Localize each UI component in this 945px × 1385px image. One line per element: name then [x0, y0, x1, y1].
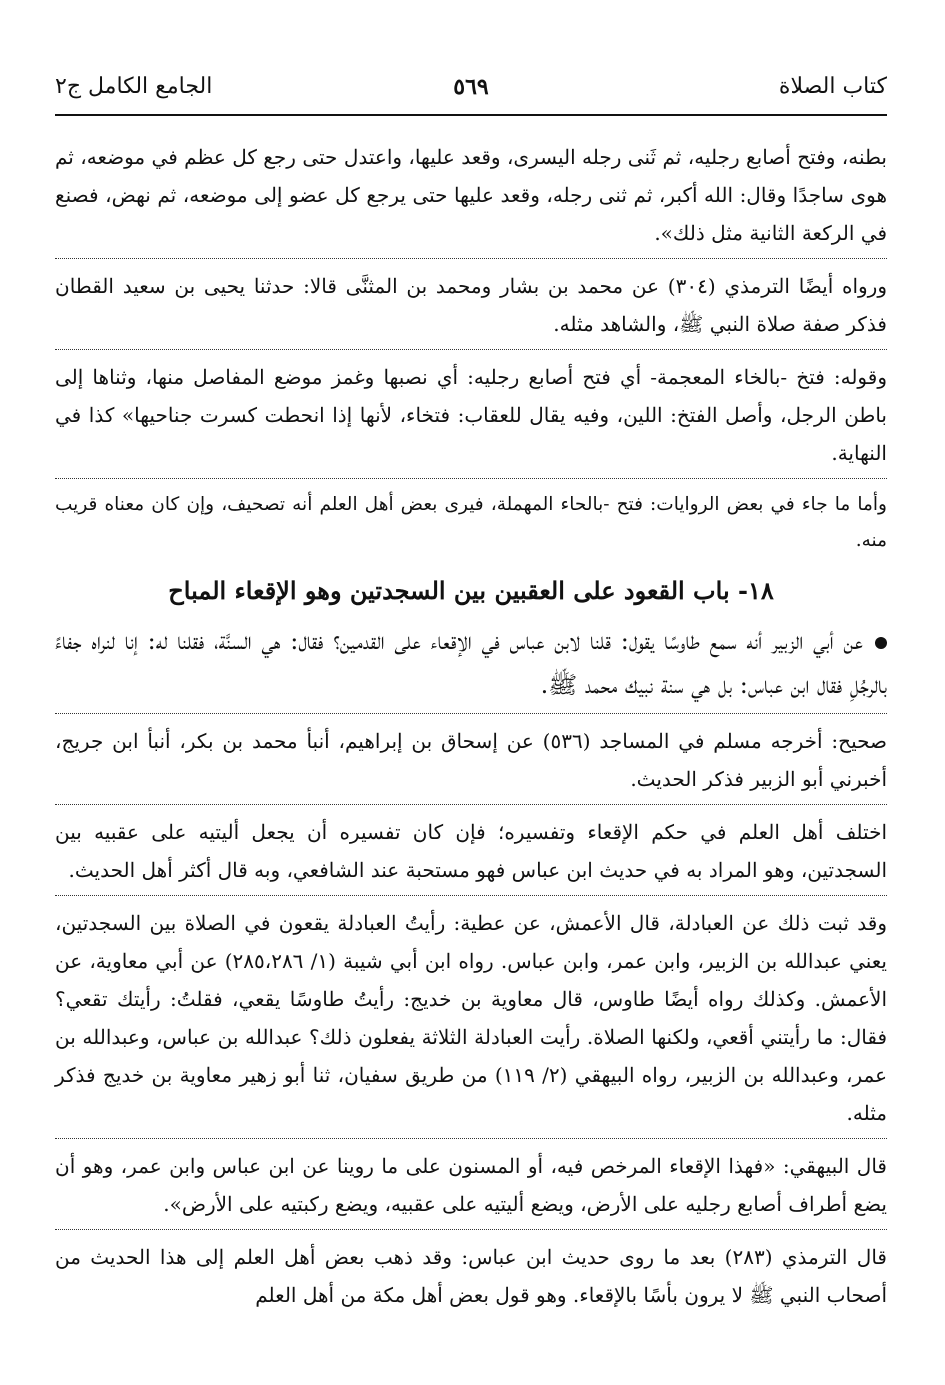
- paragraph-separator: [55, 804, 887, 805]
- text-paragraph: اختلف أهل العلم في حكم الإقعاء وتفسيره؛ فإن كان تفسيره أن يجعل أليتيه على عقبيه بين السجدتين، وهو المراد به في حديث ابن عباس فهو مستحبة عند الشافعي، وبه قال أكثر أهل الحديث.: [55, 820, 888, 882]
- bullet-icon: [875, 637, 887, 649]
- chapter-title: ١٨- باب القعود على العقبين بين السجدتين وهو الإقعاء المباح: [168, 576, 774, 605]
- chapter-running-head: كتاب الصلاة: [778, 74, 887, 99]
- paragraph-separator: [55, 478, 887, 479]
- text-paragraph: وقد ثبت ذلك عن العبادلة، قال الأعمش، عن عطية: رأيتُ العبادلة يقعون في الصلاة بين السجدتين، يعني عبدالله بن الزبير، وابن عمر، وابن عباس. رواه ابن أبي شيبة (١/ ٢٨٥،٢٨٦) عن أبي معاوية، عن الأعمش. وكذلك رواه أيضًا طاوس، قال معاوية بن خديج: رأيتُ طاوسًا يقعي، فقلتُ: رأيتك تقعي؟ فقال: ما رأيتني أقعي، ولكنها الصلاة. رأيت العبادلة الثلاثة يفعلون ذلك؟ عبدالله بن عباس، وعبدالله بن عمر، وعبدالله بن الزبير، رواه البيهقي (٢/ ١١٩) من طريق سفيان، ثنا أبو زهير معاوية بن خديج فذكر مثله.: [55, 911, 888, 1125]
- book-running-head: الجامع الكامل ج٢: [55, 74, 213, 99]
- paragraph-separator: [55, 713, 887, 714]
- paragraph-separator: [55, 1138, 887, 1139]
- paragraph-separator: [55, 258, 887, 259]
- text-paragraph: قال الترمذي (٢٨٣) بعد ما روى حديث ابن عباس: وقد ذهب بعض أهل العلم إلى هذا الحديث من أصحاب النبي ﷺ لا يرون بأسًا بالإقعاء. وهو قول بعض أهل مكة من أهل العلم: [55, 1245, 887, 1307]
- hadith-body: عن أبي الزبير أنه سمع طاوسًا يقول: قلنا لابن عباس في الإقعاء على القدمين؟ فقال: هي السنَّة، فقلنا له: إنا لنراه جفاءً بالرجُلِ فقال ابن عباس: بل هي سنة نبيك محمد ﷺ.: [55, 627, 887, 699]
- paragraph-separator: [55, 1229, 887, 1230]
- text-paragraph: قال البيهقي: «فهذا الإقعاء المرخص فيه، أو المسنون على ما روينا عن ابن عباس وابن عمر، وهو أن يضع أطراف أصابع رجليه على الأرض، ويضع أليتيه على عقبيه، ويضع ركبتيه على الأرض».: [55, 1154, 887, 1216]
- text-paragraph: صحيح: أخرجه مسلم في المساجد (٥٣٦) عن إسحاق بن إبراهيم، أنبأ محمد بن بكر، أنبأ ابن جريج، أخبرني أبو الزبير فذكر الحديث.: [55, 729, 888, 791]
- page-number: ٥٦٩: [453, 74, 489, 100]
- page-header: [55, 72, 887, 112]
- paragraph-separator: [55, 349, 887, 350]
- text-paragraph: بطنه، وفتح أصابع رجليه، ثم ثَنى رجله اليسرى، وقعد عليها، واعتدل حتى رجع كل عظم في موضعه، ثم هوى ساجدًا وقال: الله أكبر، ثم ثنى رجله، وقعد عليها حتى يرجع كل عضو إلى موضعه، ثم نهض، فصنع في الركعة الثانية مثل ذلك».: [55, 145, 888, 245]
- header-rule: [55, 114, 887, 116]
- hadith-text: [55, 619, 887, 707]
- text-paragraph: وقوله: فتخ -بالخاء المعجمة- أي فتح أصابع رجليه: أي نصبها وغمز موضع المفاصل منها، وثناها إلى باطن الرجل، وأصل الفتخ: اللين، وفيه يقال للعقاب: فتخاء، لأنها إذا انحطت كسرت جناحيها» كذا في النهاية.: [55, 365, 887, 465]
- paragraph-separator: [55, 895, 887, 896]
- page-body: [55, 138, 887, 1314]
- text-paragraph: وأما ما جاء في بعض الروايات: فتح -بالحاء المهملة، فيرى بعض أهل العلم أنه تصحيف، وإن كان معناه قريب منه.: [55, 494, 887, 551]
- text-paragraph: ورواه أيضًا الترمذي (٣٠٤) عن محمد بن بشار ومحمد بن المثنَّى قالا: حدثنا يحيى بن سعيد القطان فذكر صفة صلاة النبي ﷺ، والشاهد مثله.: [55, 274, 888, 336]
